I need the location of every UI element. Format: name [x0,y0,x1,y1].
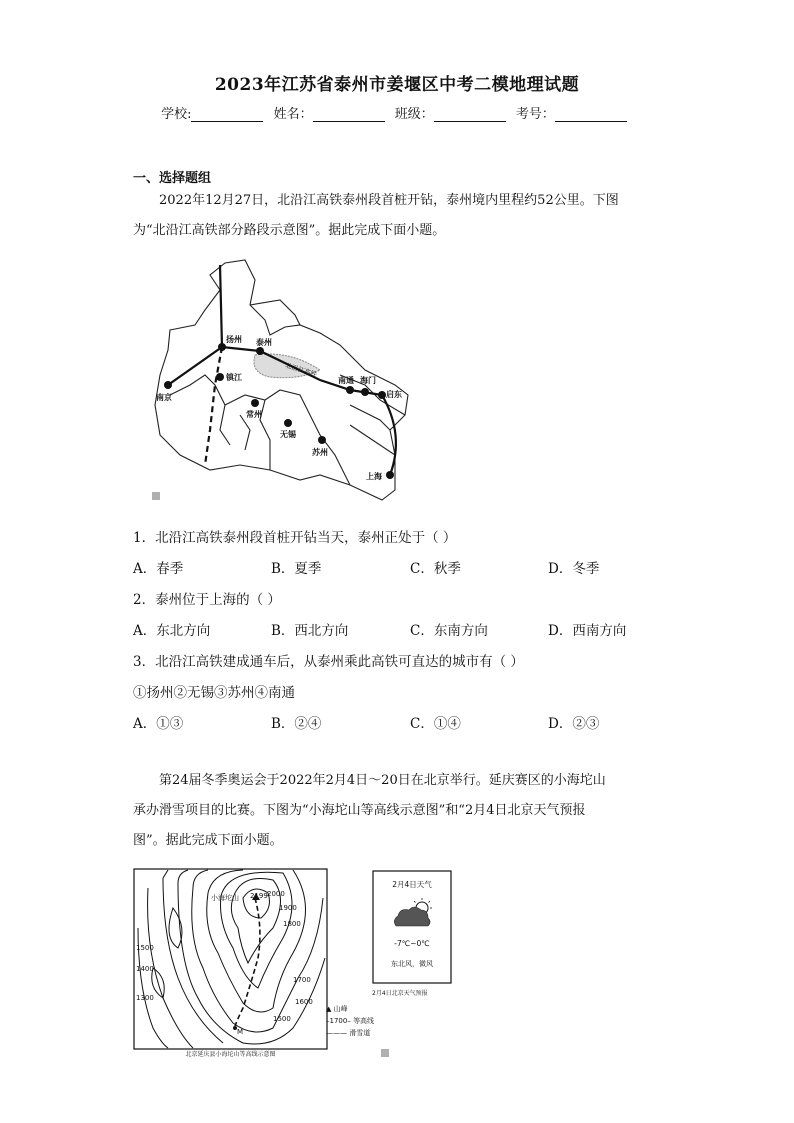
contour-value: 2000 [267,890,285,898]
option-d[interactable]: D．西南方向 [548,623,627,639]
region-border [350,405,390,430]
option-a[interactable]: A．东北方向 [133,623,211,639]
option-b[interactable]: B．夏季 [271,561,322,577]
option-c[interactable]: C．东南方向 [410,623,488,639]
option-d[interactable]: D．冬季 [548,561,600,577]
region-border [240,415,250,450]
student-info-line [0,103,794,122]
school-label: 学校: [161,107,192,122]
option-c[interactable]: C．秋季 [410,561,461,577]
contour-value: 1900 [279,904,297,912]
legend-item: –1700– 等高线 [326,1017,375,1025]
contour-legend [326,1003,374,1039]
city-label: 镇江 [226,373,242,382]
contour-value: 1500 [273,1015,291,1023]
city-label: 扬州 [226,335,242,344]
contour-value: 1500 [136,944,154,952]
city-dot [346,386,354,394]
shanghai-railway [382,395,396,475]
option-b[interactable]: B．西北方向 [271,623,349,639]
city-label: 南通 [338,376,354,385]
contour-value: 1400 [136,965,154,973]
region-border [350,425,395,455]
north-railway [220,265,222,347]
city-dot [361,388,369,396]
contour-value: 1300 [136,994,154,1002]
image-thumb-marker [381,1049,389,1057]
city-dot [251,399,259,407]
school-blank[interactable] [191,109,263,122]
city-label: 南京 [156,393,172,402]
south-railway [205,347,222,465]
name-label: 姓名： [273,107,313,122]
option-b[interactable]: B．②④ [271,716,322,732]
city-dot [218,343,226,351]
image-thumb-marker [152,492,160,500]
city-label: 海门 [360,376,376,385]
city-label: 无锡 [280,430,296,439]
contour-value: 1700 [293,976,311,984]
option-c[interactable]: C．①④ [410,716,461,732]
region-border [170,375,230,445]
city-dot [216,373,224,381]
weather-card [372,870,452,985]
contour-map [133,868,328,1063]
weather-date: 2月4日天气 [392,880,432,889]
intro-line: 为“北沿江高铁部分路段示意图”。据此完成下面小题。 [133,223,446,238]
class-blank[interactable] [434,109,506,122]
intro-paragraph-2 [133,766,663,856]
page-title: 2023年江苏省泰州市姜堰区中考二模地理试题 [214,75,580,95]
name-blank[interactable] [313,109,385,122]
number-label: 考号： [515,107,555,122]
weather-temperature: -7℃~0℃ [394,939,430,948]
number-blank[interactable] [555,109,627,122]
contour-value: 1600 [295,998,313,1006]
option-a[interactable]: A．①③ [133,716,184,732]
intro-line: 第24届冬季奥运会于2022年2月4日～20日在北京举行。延庆赛区的小海坨山 [159,773,606,788]
contour-legend-icon: –1700– [326,1017,354,1025]
intro-line: 承办滑雪项目的比赛。下图为“小海坨山等高线示意图”和“2月4日北京天气预报 [133,803,586,818]
weather-wind: 东北风，微风 [391,960,433,968]
class-label: 班级： [394,107,434,122]
contour-value: 1800 [283,920,301,928]
city-label: 泰州 [256,338,272,347]
question-2-stem: 2．泰州位于上海的（ ） [133,592,281,608]
city-label: 启东 [386,390,402,399]
question-1-stem: 1．北沿江高铁泰州段首桩开钻当天，泰州正处于（ ） [133,530,457,546]
question-3-sub: ①扬州②无锡③苏州④南通 [133,685,295,701]
peak-height: 2199 [250,892,268,900]
railway-map [150,255,420,505]
city-label: 常州 [246,410,262,419]
point-m-label: M [237,1028,244,1036]
railway-label: 北沿江高铁 [284,361,318,379]
weather-caption: 2月4日北京天气预报 [372,990,428,997]
city-dot [284,419,292,427]
peak-label: 小海坨山 [211,894,239,902]
ski-trail-legend-icon: ——— [326,1029,350,1037]
intro-paragraph-1 [133,186,663,246]
intro-line: 2022年12月27日，北沿江高铁泰州段首桩开钻，泰州境内里程约52公里。下图 [159,193,619,208]
city-label: 苏州 [312,448,328,457]
legend-item: ——— 滑雪道 [326,1029,371,1037]
peak-legend-icon: ▲ [326,1005,334,1013]
question-3-stem: 3．北沿江高铁建成通车后，从泰州乘此高铁可直达的城市有（ ） [133,654,524,670]
city-dot [378,391,386,399]
contour-map-caption: 北京延庆县小海坨山等高线示意图 [185,1051,276,1058]
city-label: 上海 [366,472,382,481]
city-dot [318,436,326,444]
city-dot [256,347,264,355]
option-d[interactable]: D．②③ [548,716,600,732]
option-a[interactable]: A．春季 [133,561,184,577]
city-dot [386,471,394,479]
legend-item: ▲ 山峰 [326,1005,348,1013]
city-dot [164,381,172,389]
section-heading: 一、选择题组 [133,171,212,186]
intro-line: 图”。据此完成下面小题。 [133,833,283,848]
